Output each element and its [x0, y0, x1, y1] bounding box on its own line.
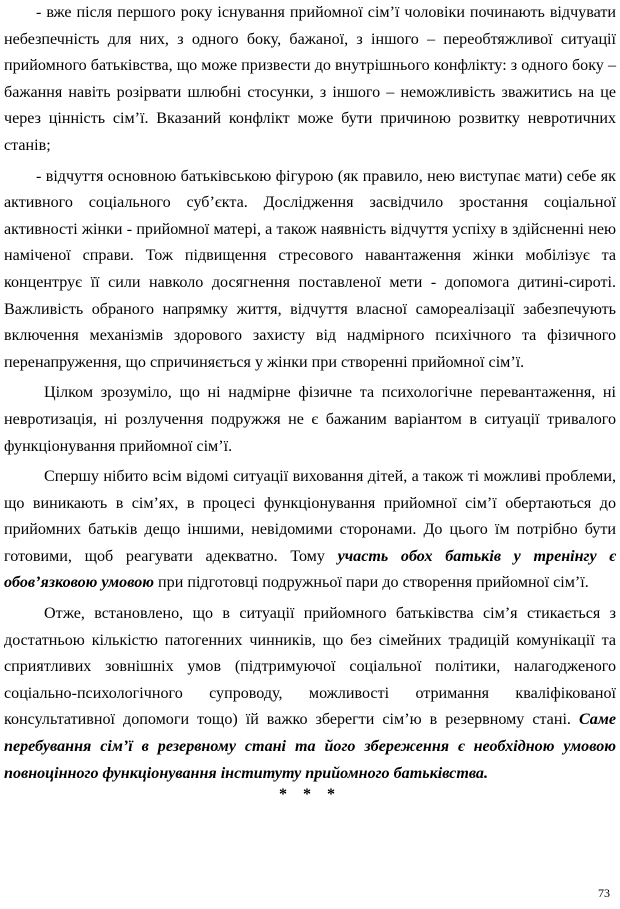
section-separator: * * * — [279, 786, 341, 803]
paragraph-4 — [4, 464, 616, 597]
paragraph-4-text-end: при підготовці подружньої пари до створення прийомної сім’ї. — [154, 574, 589, 592]
paragraph-3 — [4, 380, 616, 460]
paragraph-4-emphasis: участь обох батьків у тренінгу є обов’язковою умовою — [4, 547, 616, 592]
paragraph-1 — [4, 0, 616, 160]
document-page — [4, 0, 616, 787]
paragraph-5 — [4, 601, 616, 787]
paragraph-4-text-start: Спершу нібито всім відомі ситуації виховання дітей, а також ті можливі проблеми, що виникають в сім’ях, в процесі функціонування прийомної сім’ї обертаються до прийомних батьків дещо іншими, невідомими сторонами. До цього їм потрібно бути готовими, щоб реагувати адекватно. Тому — [4, 468, 616, 565]
paragraph-3-text: Цілком зрозуміло, що ні надмірне фізичне та психологічне перевантаження, ні невротизація, ні розлучення подружжя не є бажаним варіантом в ситуації тривалого функціонування прийомної сім’ї. — [4, 384, 616, 455]
paragraph-1-text: - вже після першого року існування прийомної сім’ї чоловіки починають відчувати небезпечність для них, з одного боку, бажаної, з іншого – переобтяжливої ситуації прийомного батьківства, що може призвести до внутрішнього конфлікту: з одного боку – бажання навіть розірвати шлюбні стосунки, з іншого – неможливість зважитись на це через цінність сім’ї. Вказаний конфлікт може бути причиною розвитку невротичних станів; — [4, 4, 616, 154]
paragraph-2 — [4, 164, 616, 377]
paragraph-2-text: - відчуття основною батьківською фігурою (як правило, нею виступає мати) себе як активного соціального суб’єкта. Дослідження засвідчило зростання соціальної активності жінки - прийомної матері, а також наявність відчуття успіху в здійсненні нею наміченої справи. Тож підвищення стресового навантаження жінки мобілізує та концентрує її сили навколо досягнення поставленої мети - допомога дитині-сироті. Важливість обраного напрямку життя, відчуття власної самореалізації забезпечують включення механізмів здорового захисту від надмірного психічного та фізичного перенапруження, що спричиняється у жінки при створенні прийомної сім’ї. — [4, 167, 616, 371]
page-number: 73 — [598, 886, 610, 900]
paragraph-5-emphasis: Саме перебування сім’ї в резервному стані та його збереження є необхідною умовою повноцінного функціонування інституту прийомного батьківства. — [4, 711, 616, 782]
paragraph-5-text-start: Отже, встановлено, що в ситуації прийомного батьківства сім’я стикається з достатньою кількістю патогенних чинників, що без сімейних традицій комунікації та сприятливих зовнішніх умов (підтримуючої соціальної політики, налагодженого соціально-психологічного супроводу, можливості отримання кваліфікованої консультативної допомоги тощо) їй важко зберегти сім’ю в резервному стані. — [4, 605, 616, 729]
